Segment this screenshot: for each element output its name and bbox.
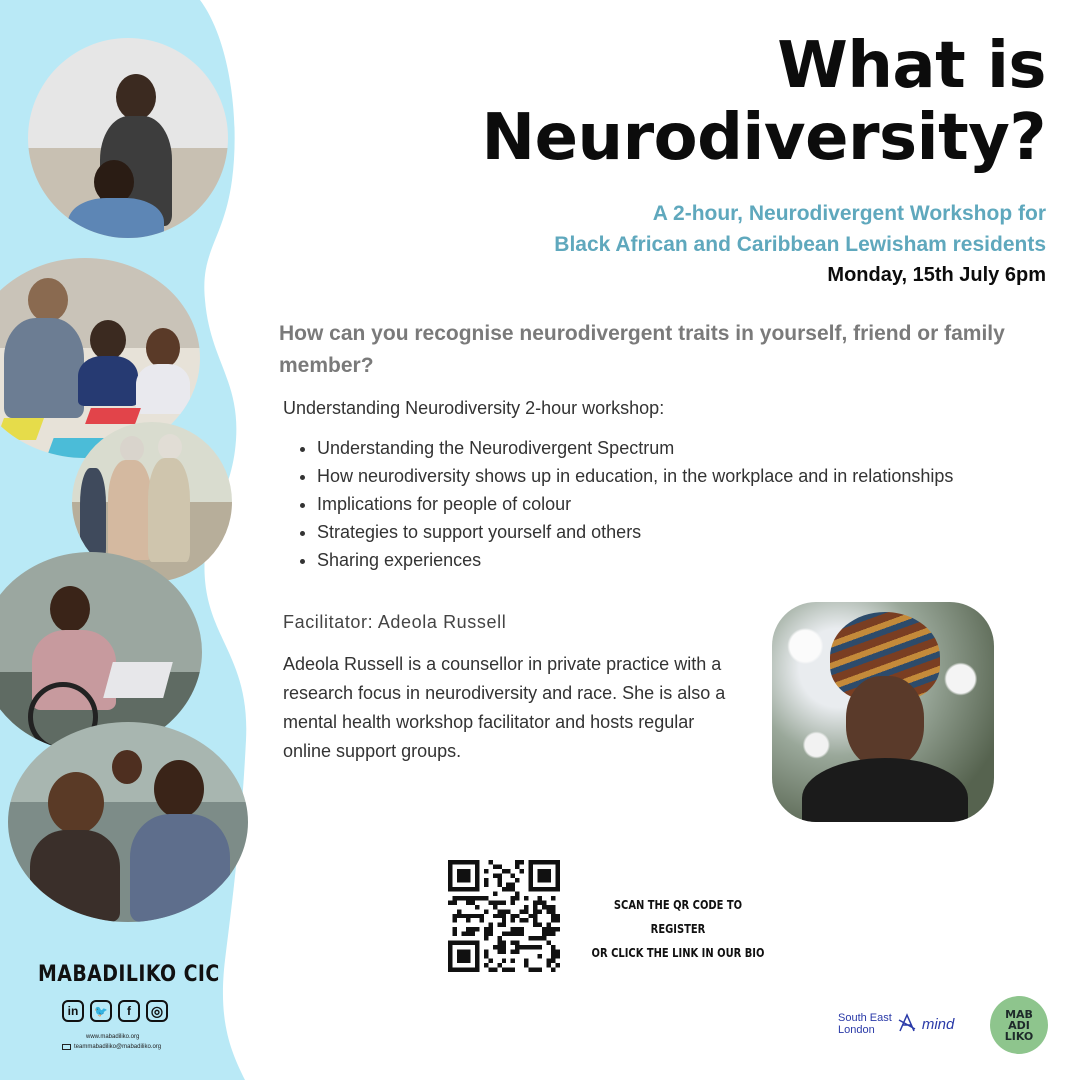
- partner-line-2: London: [838, 1024, 875, 1036]
- photo-group-smiling: [8, 722, 248, 922]
- page-title: [482, 30, 1046, 174]
- badge-line-2: ADI: [1008, 1018, 1030, 1032]
- partner-text: [838, 1012, 892, 1036]
- register-line-2: OR CLICK THE LINK IN OUR BIO: [591, 946, 765, 960]
- event-date: Monday, 15th July 6pm: [827, 264, 1046, 286]
- social-links: [62, 1000, 168, 1022]
- facilitator-label: Facilitator: Adeola Russell: [283, 612, 507, 632]
- lead-question: How can you recognise neurodivergent traits in yourself, friend or family member?: [279, 322, 1005, 377]
- subtitle-line-2: Black African and Caribbean Lewisham residents: [554, 233, 1046, 256]
- subtitle-line-1: A 2-hour, Neurodivergent Workshop for: [652, 202, 1046, 225]
- title-line-1: What is: [777, 29, 1046, 103]
- linkedin-icon[interactable]: in: [62, 1000, 84, 1022]
- instagram-icon[interactable]: ◎: [146, 1000, 168, 1022]
- partner-line-1: South East: [838, 1012, 892, 1024]
- topic-item: • Strategies to support yourself and others: [317, 518, 1080, 546]
- topic-item: • Understanding the Neurodivergent Spectrum: [317, 434, 1080, 462]
- topic-item: • How neurodiversity shows up in education, in the workplace and in relationships: [317, 462, 1080, 490]
- badge-line-1: MAB: [1005, 1007, 1033, 1021]
- badge-line-3: LIKO: [1004, 1029, 1034, 1043]
- photo-teacher-classroom: [28, 38, 228, 238]
- mind-logo-icon: [896, 1013, 918, 1035]
- mabadiliko-badge-logo: [990, 996, 1048, 1054]
- org-name: MABADILIKO CIC: [38, 962, 220, 987]
- workshop-topics-list: [283, 434, 1080, 574]
- facilitator-bio: Adeola Russell is a counsellor in private practice with a research focus in neurodiversity and race. She is also a mental health workshop facilitator and hosts regular online support groups.: [283, 654, 726, 761]
- partner-mind: mind: [921, 1015, 955, 1033]
- workshop-intro: Understanding Neurodiversity 2-hour workshop:: [283, 398, 665, 418]
- title-line-2: Neurodiversity?: [481, 101, 1046, 175]
- email-contact[interactable]: [62, 1044, 161, 1050]
- website-link[interactable]: www.mabadiliko.org: [86, 1034, 140, 1040]
- mail-icon: [62, 1044, 71, 1050]
- partner-logo-south-east-london-mind: [838, 1012, 954, 1036]
- register-line-1: SCAN THE QR CODE TO REGISTER: [613, 898, 743, 936]
- email-text: teammabadiliko@mabadiliko.org: [74, 1044, 162, 1050]
- register-instructions: [588, 893, 768, 965]
- subtitle: [554, 198, 1046, 260]
- topic-item: • Implications for people of colour: [317, 490, 1080, 518]
- registration-qr-code[interactable]: [448, 860, 560, 972]
- twitter-icon[interactable]: 🐦: [90, 1000, 112, 1022]
- facilitator-portrait: [772, 602, 994, 822]
- facebook-icon[interactable]: f: [118, 1000, 140, 1022]
- topic-item: • Sharing experiences: [317, 546, 1080, 574]
